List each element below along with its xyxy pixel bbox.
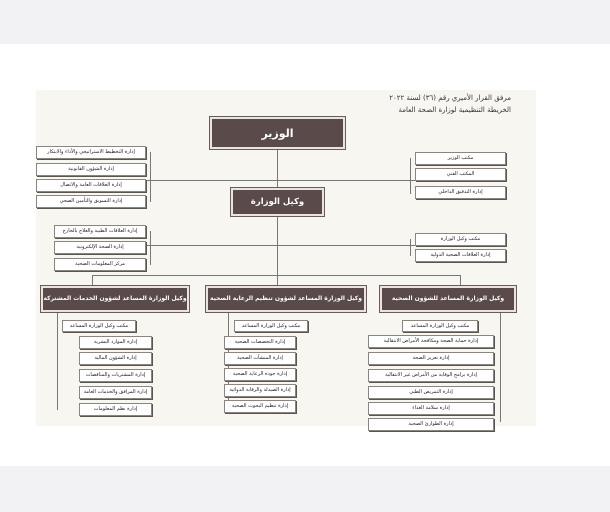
minister-left-unit: إدارة العلاقات العامة والاتصال xyxy=(36,179,146,192)
minister-box: الوزير xyxy=(210,117,345,149)
undersecretary-right-unit: مكتب وكيل الوزارة xyxy=(415,233,506,246)
undersecretary-left-unit: إدارة العلاقات الطبية والعلاج بالخارج xyxy=(54,225,146,238)
shared-services-unit: إدارة نظم المعلومات xyxy=(79,403,152,416)
healthcare-regulation-unit: إدارة الصيدلة والرقابة الدوائية xyxy=(224,384,296,397)
minister-left-unit: إدارة التخطيط الاستراتيجي والأداء والابتكار xyxy=(36,146,146,159)
shared-services-unit: إدارة الموارد البشرية xyxy=(79,336,152,349)
minister-right-unit: إدارة التدقيق الداخلي xyxy=(415,186,506,199)
caption-line-1: مرفق القرار الأميري رقم (٣٦) لسنة ٢٠٢٢ xyxy=(389,94,511,102)
minister-right-unit: المكتب الفني xyxy=(415,168,506,181)
health-affairs-unit: إدارة التمريض الطبي xyxy=(368,386,494,399)
health-affairs-unit: إدارة حماية الصحة ومكافحة الأمراض الانتقالية xyxy=(368,335,494,348)
health-affairs-unit: إدارة برامج الوقاية من الأمراض غير الانتقالية xyxy=(368,369,494,382)
top-band xyxy=(0,0,610,44)
undersecretary-right-unit: إدارة العلاقات الصحية الدولية xyxy=(415,249,506,262)
assistant-healthcare-regulation-box: وكيل الوزارة المساعد لشؤون تنظيم الرعاية الصحية xyxy=(206,286,366,312)
shared-services-unit: إدارة المرافق والخدمات العامة xyxy=(79,386,152,399)
health-affairs-unit: إدارة سلامة الغذاء xyxy=(368,402,494,415)
healthcare-regulation-unit: إدارة المنشآت الصحية xyxy=(224,352,296,365)
undersecretary-left-unit: إدارة الصحة الإلكترونية xyxy=(54,241,146,254)
caption-line-2: الخريطة التنظيمية لوزارة الصحة العامة xyxy=(398,106,511,114)
undersecretary-left-unit: مركز المعلومات الصحية xyxy=(54,258,146,271)
bottom-band xyxy=(0,466,610,512)
healthcare-regulation-unit: إدارة التخصصات الصحية xyxy=(224,336,296,349)
shared-services-unit: إدارة الشؤون المالية xyxy=(79,352,152,365)
healthcare-regulation-unit: إدارة تنظيم البحوث الصحية xyxy=(224,400,296,413)
minister-left-unit: إدارة الشؤون القانونية xyxy=(36,163,146,176)
healthcare-regulation-unit: إدارة جودة الرعاية الصحية xyxy=(224,368,296,381)
assistant-office-box: مكتب وكيل الوزارة المساعد xyxy=(234,320,308,332)
health-affairs-unit: إدارة تعزيز الصحة xyxy=(368,352,494,365)
assistant-office-box: مكتب وكيل الوزارة المساعد xyxy=(62,320,136,332)
minister-right-unit: مكتب الوزير xyxy=(415,152,506,165)
undersecretary-box: وكيل الوزارة xyxy=(231,188,324,216)
assistant-shared-services-box: وكيل الوزارة المساعد لشؤون الخدمات المشتركة xyxy=(41,286,189,312)
health-affairs-unit: إدارة الطوارئ الصحية xyxy=(368,418,494,431)
minister-left-unit: إدارة التسويق والتأمين الصحي xyxy=(36,195,146,208)
shared-services-unit: إدارة المشتريات والمناقصات xyxy=(79,369,152,382)
assistant-health-affairs-box: وكيل الوزارة المساعد للشؤون الصحية xyxy=(380,286,516,312)
assistant-office-box: مكتب وكيل الوزارة المساعد xyxy=(402,320,478,332)
